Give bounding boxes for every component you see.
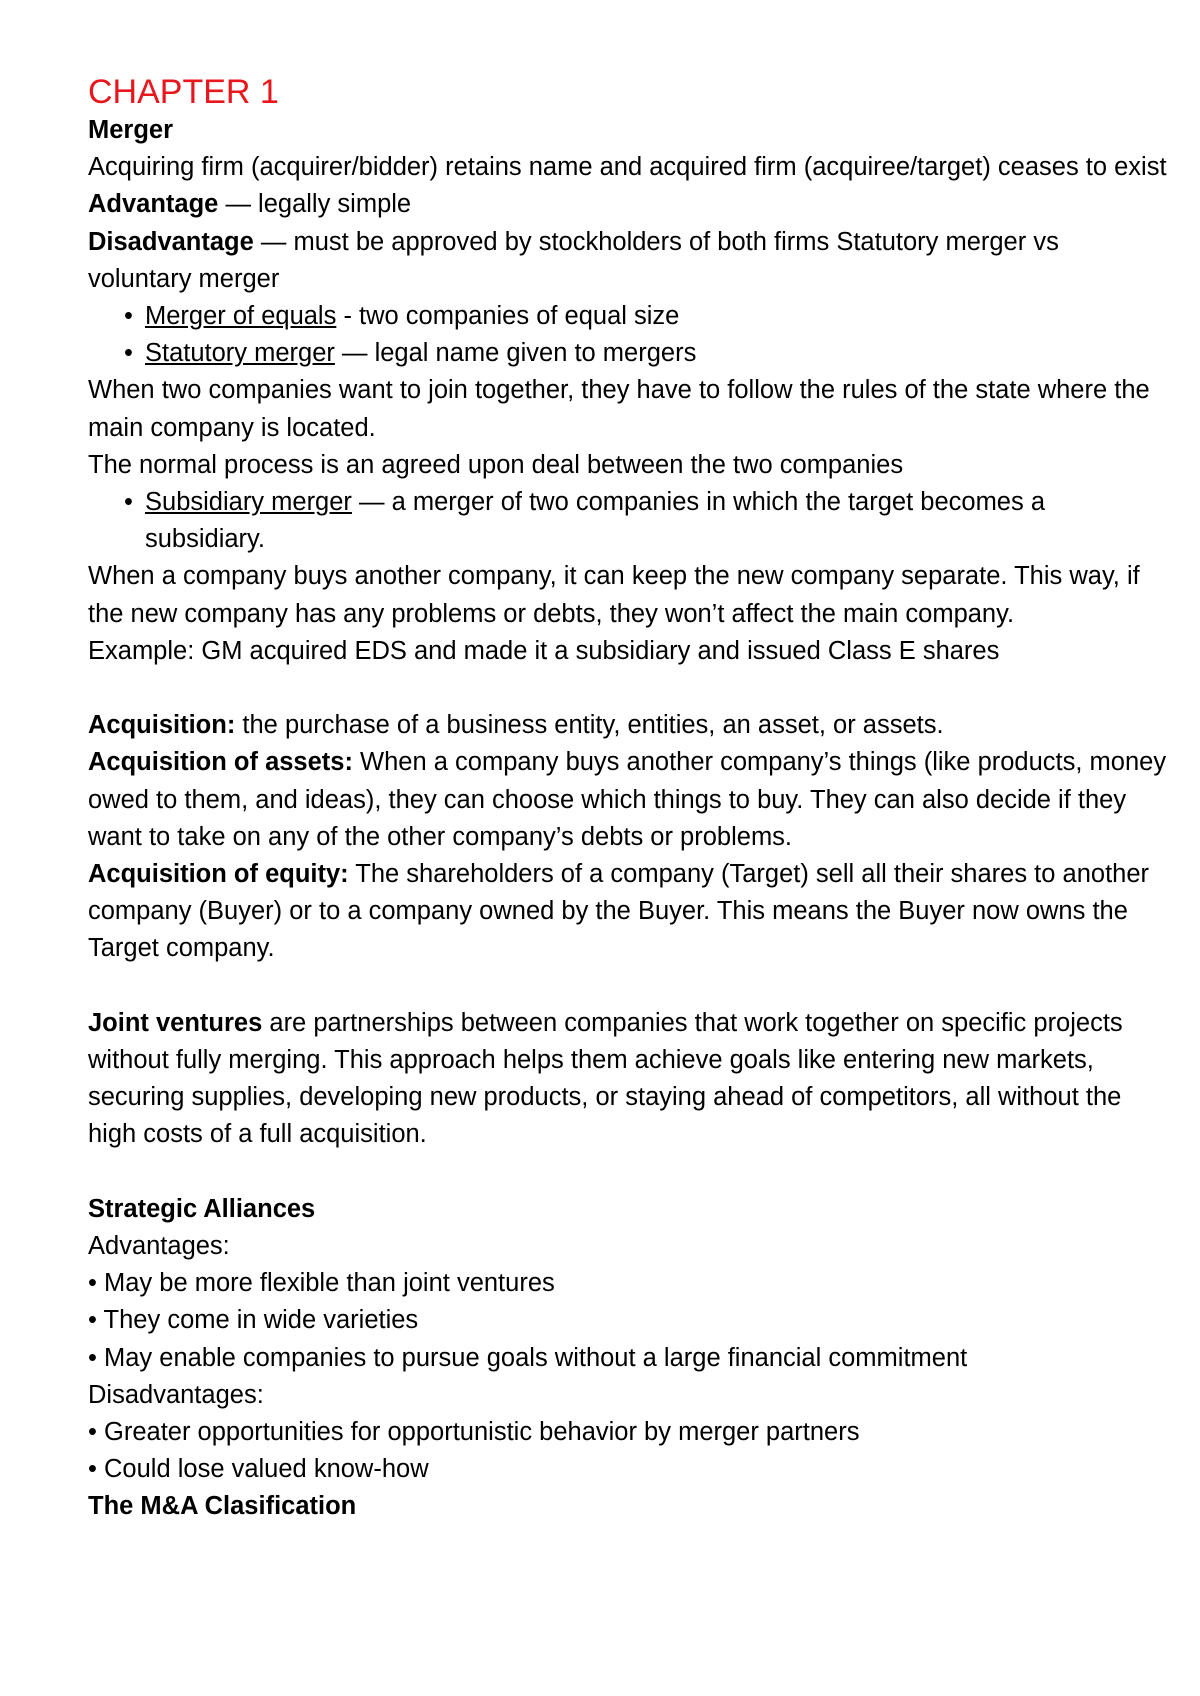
list-item [124,298,1168,335]
advantage-item: • They come in wide varieties [88,1306,419,1335]
joint-ventures-label: Joint ventures [88,1008,263,1037]
disadvantage-item: • Could lose valued know-how [88,1455,429,1484]
advantage-label: Advantage [88,190,219,219]
example-text: Example: GM acquired EDS and made it a subsidiary and issued Class E shares [88,636,1000,665]
merger-heading [88,112,1168,149]
joint-ventures-text: are partnerships between companies that work together on specific projects without fully merging. This approach helps them achieve goals like entering new markets, securing supplies, developing new products, or staying ahead of competitors, all without the high costs of a full acquisition. [88,1008,1123,1149]
acquisition-of-assets [88,744,1168,856]
advantage-text: — legally simple [218,190,412,219]
acquisition-of-equity [88,856,1168,968]
advantage-item: • May be more flexible than joint ventures [88,1269,555,1298]
advantages-label: Advantages: [88,1232,230,1261]
normal-process-text: The normal process is an agreed upon deal between the two companies [88,450,904,479]
list-item [124,335,1168,372]
disadvantages-label: Disadvantages: [88,1380,264,1409]
term-description: - two companies of equal size [336,302,680,331]
term-merger-of-equals: Merger of equals [145,302,337,331]
paragraph-gap [88,968,1168,1005]
bullet: • [124,302,133,331]
paragraph-gap [88,670,1168,707]
merger-definition: Acquiring firm (acquirer/bidder) retains name and acquired firm (acquiree/target) ceases to exist [88,153,1167,182]
separate-company-text: When a company buys another company, it can keep the new company separate. This way, if the new company has any problems or debts, they won’t affect the main company. [88,562,1140,628]
acquisition-definition [88,707,1168,744]
merger-advantage [88,186,1168,223]
merger-disadvantage [88,224,1168,298]
bullet: • [124,488,133,517]
list-item [124,484,1168,558]
assets-text: When a company buys another company’s things (like products, money owed to them, and ideas), they can choose which things to buy. They can also decide if they want to take on any of the other company’s debts or problems. [88,748,1167,851]
strategic-alliances-heading [88,1191,1168,1228]
bullet: • [124,339,133,368]
disadvantage-item: • Greater opportunities for opportunistic behavior by merger partners [88,1418,860,1447]
paragraph-gap [88,1154,1168,1191]
acquisition-label: Acquisition: [88,711,236,740]
state-rules-text: When two companies want to join together, they have to follow the rules of the state where the main company is located. [88,376,1150,442]
classification-heading-text: The M&A Clasification [88,1492,357,1521]
assets-label: Acquisition of assets: [88,748,353,777]
term-description: — legal name given to mergers [334,339,697,368]
advantage-item: • May enable companies to pursue goals without a large financial commitment [88,1343,968,1372]
document-page [88,70,1168,1526]
merger-types-list [88,298,1168,372]
equity-text: The shareholders of a company (Target) sell all their shares to another company (Buyer) or to a company owned by the Buyer. This means the Buyer now owns the Target company. [88,860,1150,963]
disadvantage-text: — must be approved by stockholders of both firms Statutory merger vs voluntary merger [88,227,1059,293]
term-statutory-merger: Statutory merger [145,339,335,368]
term-subsidiary-merger: Subsidiary merger [145,488,352,517]
merger-heading-text: Merger [88,116,174,144]
subsidiary-list [88,484,1168,558]
term-description: — a merger of two companies in which the target becomes a subsidiary. [145,488,1046,554]
disadvantage-label: Disadvantage [88,227,254,256]
equity-label: Acquisition of equity: [88,860,349,889]
acquisition-text: the purchase of a business entity, entities, an asset, or assets. [235,711,944,740]
chapter-title: CHAPTER 1 [88,73,279,111]
classification-heading [88,1488,1168,1525]
joint-ventures-paragraph [88,1005,1168,1154]
strategic-alliances-heading-text: Strategic Alliances [88,1194,316,1223]
